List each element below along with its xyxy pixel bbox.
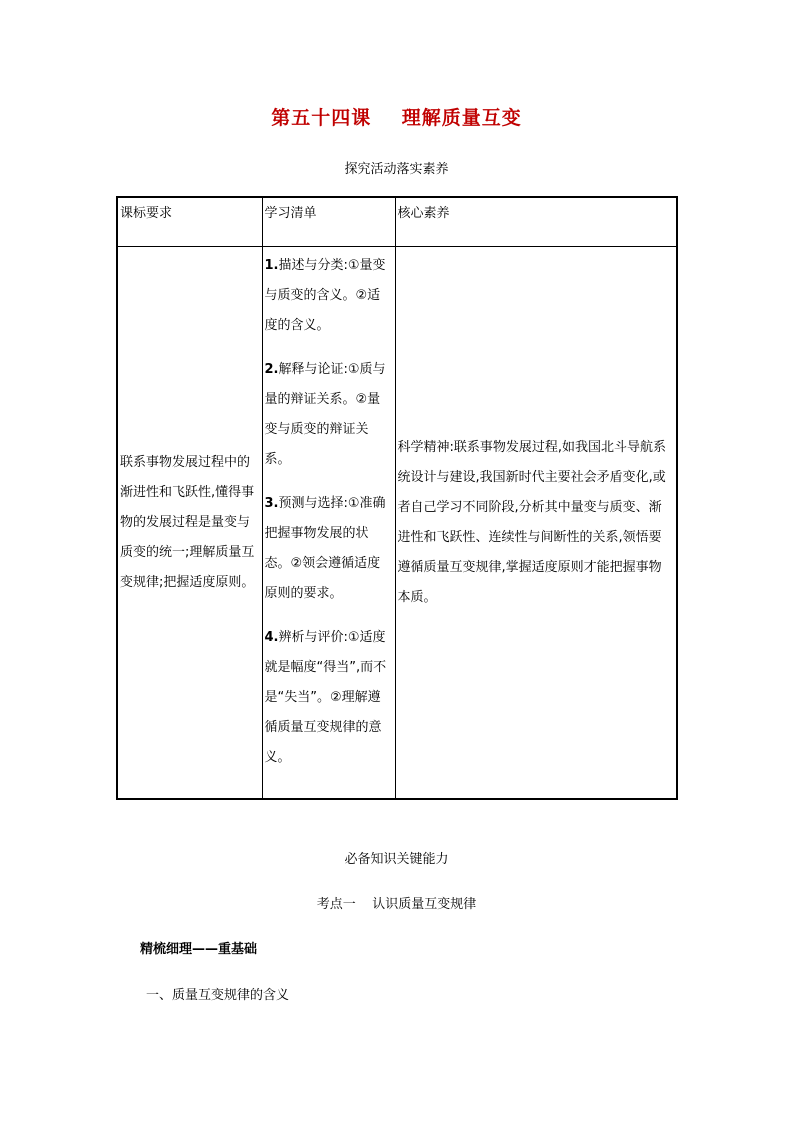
list-item: 2.解释与论证:①质与量的辩证关系。②量变与质变的辩证关系。 [264, 362, 386, 467]
header-core-literacy: 核心素养 [395, 197, 677, 247]
knowledge-section-title: 必备知识关键能力 [344, 852, 449, 867]
header-learning-list: 学习清单 [262, 197, 395, 247]
lesson-title: 第五十四课 理解质量互变 [271, 107, 522, 129]
requirements-cell: 联系事物发展过程中的渐进性和飞跃性,懂得事物的发展过程是量变与质变的统一;理解质量互变规律;把握适度原则。 [117, 247, 262, 800]
learning-list-cell [262, 247, 395, 800]
table-row [117, 247, 677, 800]
exam-point-title: 考点一 认识质量互变规律 [316, 897, 477, 912]
sub-heading: 一、质量互变规律的含义 [146, 988, 290, 1003]
list-item: 1.描述与分类:①量变与质变的含义。②适度的含义。 [264, 258, 386, 333]
header-requirements: 课标要求 [117, 197, 262, 247]
curriculum-table [116, 196, 678, 800]
list-item: 4.辨析与评价:①适度就是幅度“得当”,而不是“失当”。②理解遵循质量互变规律的意义。 [264, 630, 387, 765]
table-header-row [117, 197, 677, 247]
core-literacy-cell: 科学精神:联系事物发展过程,如我国北斗导航系统设计与建设,我国新时代主要社会矛盾变化,或者自己学习不同阶段,分析其中量变与质变、渐进性和飞跃性、连续性与间断性的关系,领悟要遵循质量互变规律,掌握适度原则才能把握事物本质。 [395, 247, 677, 800]
section-subtitle: 探究活动落实素养 [344, 162, 449, 177]
list-item: 3.预测与选择:①准确把握事物发展的状态。②领会遵循适度原则的要求。 [264, 496, 386, 601]
bold-heading: 精梳细理——重基础 [140, 942, 258, 957]
